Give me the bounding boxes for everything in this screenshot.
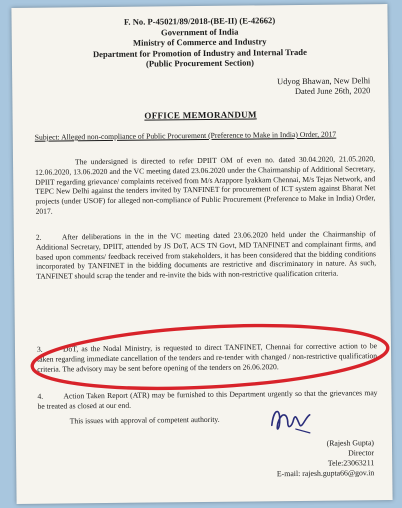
location: Udyog Bhawan, New Delhi <box>277 76 371 87</box>
section-name: (Public Procurement Section) <box>145 57 255 69</box>
date: Dated June 26th, 2020 <box>294 86 371 97</box>
ministry-name: Ministry of Commerce and Industry <box>132 36 267 48</box>
signer-email: E-mail: rajesh.gupta66@gov.in <box>276 468 375 479</box>
paragraph-1: The undersigned is directed to refer DPIIT OM of even no. dated 30.04.2020, 21.05.2020, 12.06.2020, 13.06.2020 and the VC meeting dated 23.06.2020 under the Chairmanship of Additional Secretary, DPIIT regarding grievance/ complaints received from M/s Arappore Iyakkam Chennai, M/s Tejas Network, and TEPC New Delhi against the tenders invited by TANFINET for procurement of ICT system against Bharat Net projects (under USOF) for alleged non-compliance of Public Procurement (Preference to Make in India) Order, 2017. <box>35 154 376 216</box>
approval-note: This issues with approval of competent authority. <box>69 414 220 426</box>
paragraph-2: 2. After deliberations in the in the VC meeting dated 23.06.2020 held under the Chairmanship of Additional Secretary, DPIIT, attended by JS DoT, ACS TN Govt, MD TANFINET and complainant firms, and based upon comments/ feedback received from stakeholders, it has been considered that the bidding conditions incorporated by TANFINET in the bidding documents are restrictive and discriminatory in nature. As such, TANFINET should scrap the tender and re-invite the bids with non-restrictive qualification criteria. <box>35 229 377 281</box>
paragraph-number: 4. <box>37 391 44 401</box>
paragraph-number: 2. <box>35 232 42 242</box>
signer-name: (Rajesh Gupta) <box>326 438 375 448</box>
paragraph-4: 4. Action Taken Report (ATR) may be furnished to this Department urgently so that the grievances may be treated as closed at our end. <box>37 388 378 411</box>
memo-title: OFFICE MEMORANDUM <box>144 109 257 121</box>
paragraph-3: 3. DoT, as the Nodal Ministry, is requested to direct TANFINET, Chennai for corrective action to be taken regarding immediate cancellation of the tenders and re-tender with changed / non-restrictive qualification criteria. The advisory may be sent before opening of the tenders on 26.06.2020. <box>36 341 378 374</box>
government-name: Government of India <box>160 26 239 37</box>
paragraph-number: 3. <box>36 344 43 354</box>
signer-phone: Tele:23063211 <box>327 458 375 468</box>
file-number: F. No. P-45021/89/2018-(BE-II) (E-42662) <box>123 15 276 27</box>
signer-designation: Director <box>348 448 375 458</box>
department-name: Department for Promotion of Industry and Internal Trade <box>92 46 307 59</box>
subject-line: Subject: Alleged non-compliance of Public Procurement (Preference to Make in India) Order, 2017 <box>34 129 337 142</box>
